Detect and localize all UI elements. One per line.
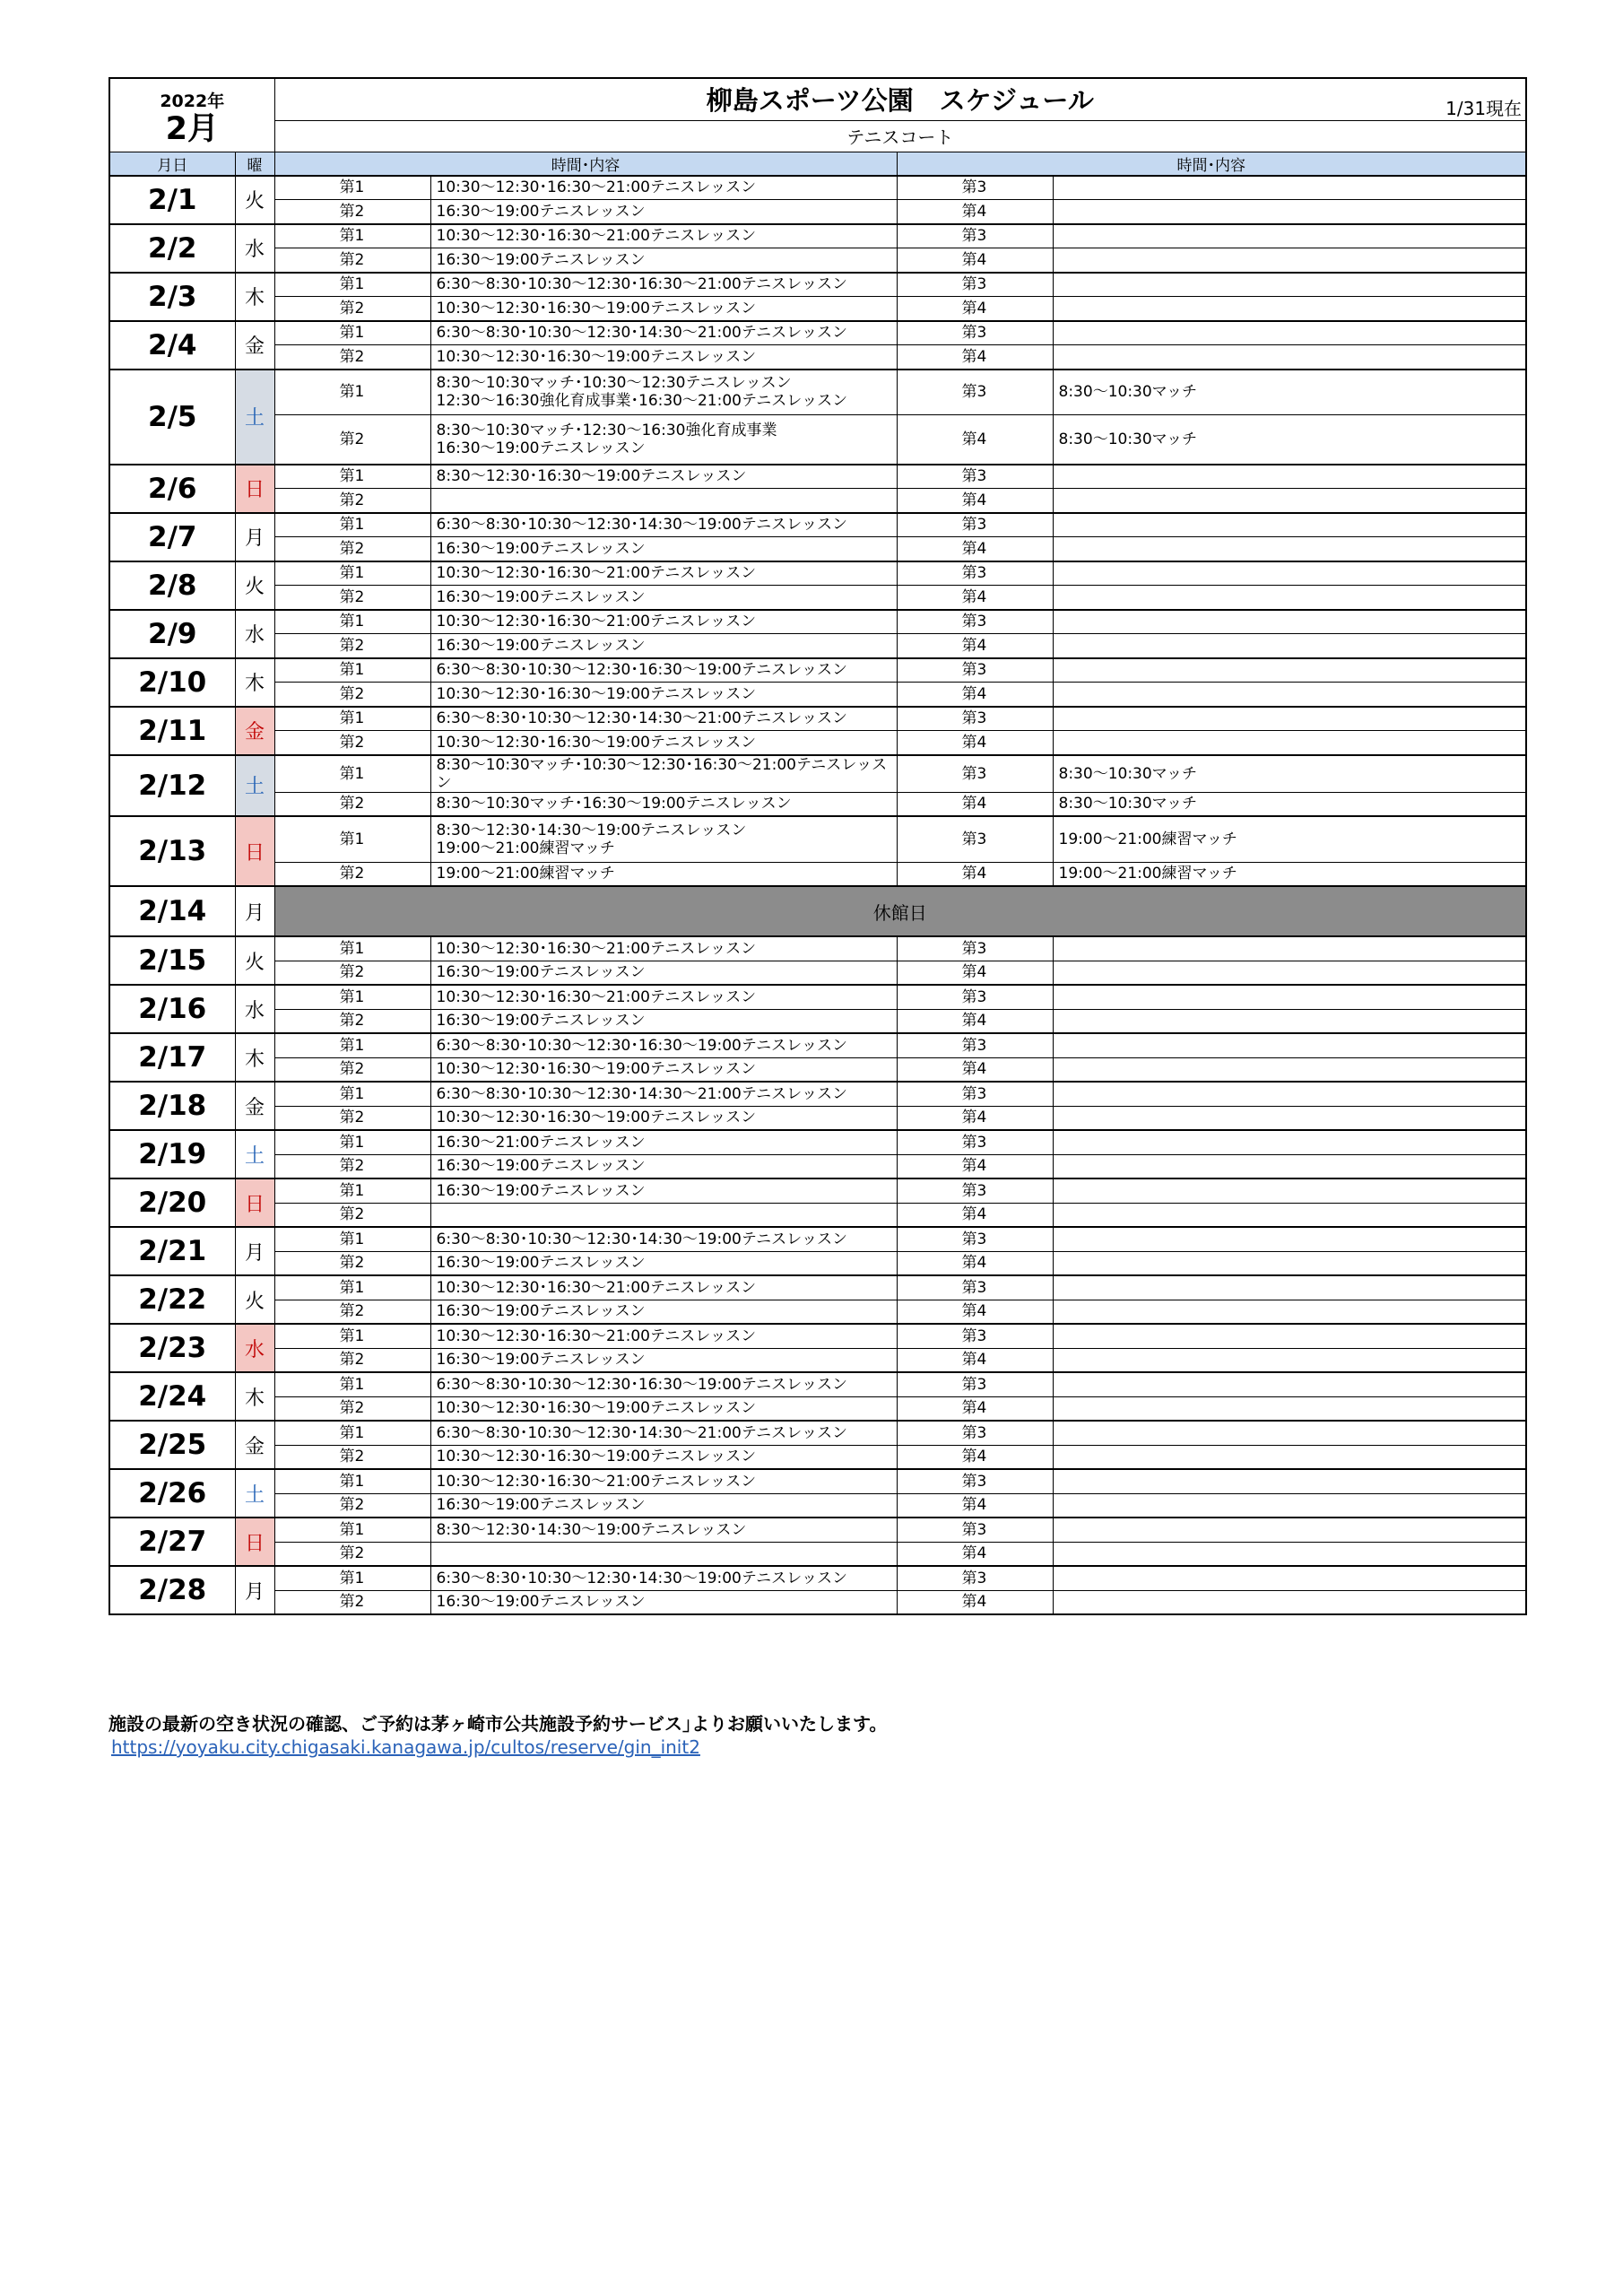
court-1-content: 10:30～12:30･16:30～21:00テニスレッスン xyxy=(430,176,897,200)
court-label: 第2 xyxy=(274,345,430,370)
court-3-content xyxy=(1053,1082,1526,1106)
court-label: 第1 xyxy=(274,985,430,1009)
court-2-content: 16:30～19:00テニスレッスン xyxy=(430,1493,897,1518)
date-cell: 2/6 xyxy=(109,465,235,513)
court-3-content xyxy=(1053,1421,1526,1445)
court-3-content xyxy=(1053,273,1526,297)
dow-cell: 水 xyxy=(235,224,274,273)
court-label: 第3 xyxy=(897,707,1053,731)
date-cell: 2/4 xyxy=(109,321,235,370)
schedule-table xyxy=(108,77,1527,1615)
court-2-content: 10:30～12:30･16:30～19:00テニスレッスン xyxy=(430,345,897,370)
court-label: 第1 xyxy=(274,321,430,345)
court-2-content: 16:30～19:00テニスレッスン xyxy=(430,961,897,985)
court-label: 第1 xyxy=(274,1130,430,1154)
court-label: 第1 xyxy=(274,1275,430,1300)
court-4-content xyxy=(1053,1009,1526,1033)
court-label: 第3 xyxy=(897,755,1053,793)
court-label: 第1 xyxy=(274,1227,430,1251)
court-3-content xyxy=(1053,561,1526,586)
court-label: 第4 xyxy=(897,489,1053,513)
court-3-content xyxy=(1053,465,1526,489)
court-label: 第3 xyxy=(897,1033,1053,1057)
court-label: 第2 xyxy=(274,792,430,816)
court-label: 第2 xyxy=(274,297,430,321)
court-3-content xyxy=(1053,1469,1526,1493)
court-label: 第2 xyxy=(274,961,430,985)
dow-cell: 月 xyxy=(235,886,274,936)
court-label: 第1 xyxy=(274,370,430,415)
date-cell: 2/25 xyxy=(109,1421,235,1469)
court-label: 第2 xyxy=(274,683,430,707)
court-2-content: 8:30～10:30マッチ･12:30～16:30強化育成事業 16:30～19:00テニスレッスン xyxy=(430,415,897,465)
court-label: 第1 xyxy=(274,1372,430,1396)
court-3-content xyxy=(1053,1518,1526,1542)
court-4-content: 8:30～10:30マッチ xyxy=(1053,415,1526,465)
court-2-content: 19:00～21:00練習マッチ xyxy=(430,862,897,886)
dow-cell: 日 xyxy=(235,1178,274,1227)
court-4-content xyxy=(1053,1106,1526,1130)
court-4-content xyxy=(1053,634,1526,658)
court-label: 第2 xyxy=(274,1057,430,1082)
court-1-content: 8:30～12:30･14:30～19:00テニスレッスン 19:00～21:00練習マッチ xyxy=(430,816,897,862)
court-label: 第3 xyxy=(897,465,1053,489)
schedule-rows xyxy=(109,176,1526,1615)
court-1-content: 16:30～21:00テニスレッスン xyxy=(430,1130,897,1154)
court-label: 第4 xyxy=(897,1057,1053,1082)
court-label: 第4 xyxy=(897,961,1053,985)
court-label: 第3 xyxy=(897,1178,1053,1203)
court-label: 第1 xyxy=(274,224,430,248)
date-cell: 2/12 xyxy=(109,755,235,817)
court-1-content: 6:30～8:30･10:30～12:30･16:30～21:00テニスレッスン xyxy=(430,273,897,297)
reservation-link[interactable]: https://yoyaku.city.chigasaki.kanagawa.jp/cultos/reserve/gin_init2 xyxy=(111,1736,700,1758)
court-3-content: 19:00～21:00練習マッチ xyxy=(1053,816,1526,862)
court-label: 第3 xyxy=(897,610,1053,634)
date-cell: 2/1 xyxy=(109,176,235,224)
court-3-content xyxy=(1053,707,1526,731)
court-label: 第1 xyxy=(274,1033,430,1057)
dow-cell: 土 xyxy=(235,370,274,465)
court-3-content xyxy=(1053,658,1526,683)
court-1-content: 6:30～8:30･10:30～12:30･14:30～19:00テニスレッスン xyxy=(430,1566,897,1590)
court-4-content xyxy=(1053,537,1526,561)
court-label: 第1 xyxy=(274,1469,430,1493)
court-label: 第3 xyxy=(897,1469,1053,1493)
court-label: 第4 xyxy=(897,1542,1053,1566)
year-month-cell xyxy=(109,78,274,152)
court-label: 第1 xyxy=(274,176,430,200)
date-cell: 2/15 xyxy=(109,936,235,985)
court-label: 第3 xyxy=(897,1421,1053,1445)
court-2-content: 16:30～19:00テニスレッスン xyxy=(430,200,897,224)
court-3-content xyxy=(1053,1372,1526,1396)
court-label: 第1 xyxy=(274,1178,430,1203)
court-2-content: 10:30～12:30･16:30～19:00テニスレッスン xyxy=(430,297,897,321)
court-label: 第2 xyxy=(274,586,430,610)
court-label: 第4 xyxy=(897,248,1053,273)
court-4-content xyxy=(1053,1300,1526,1324)
court-3-content xyxy=(1053,1275,1526,1300)
court-1-content: 6:30～8:30･10:30～12:30･14:30～21:00テニスレッスン xyxy=(430,1082,897,1106)
court-label: 第1 xyxy=(274,465,430,489)
court-3-content xyxy=(1053,1033,1526,1057)
dow-cell: 木 xyxy=(235,273,274,321)
court-label: 第4 xyxy=(897,1251,1053,1275)
court-2-content: 10:30～12:30･16:30～19:00テニスレッスン xyxy=(430,1057,897,1082)
court-4-content xyxy=(1053,1445,1526,1469)
court-label: 第2 xyxy=(274,1445,430,1469)
court-label: 第3 xyxy=(897,321,1053,345)
court-label: 第2 xyxy=(274,862,430,886)
facility-label: テニスコート xyxy=(274,120,1526,152)
footer-note: 施設の最新の空き状況の確認、ご予約は茅ヶ崎市公共施設予約サービス｣よりお願いいたします。 xyxy=(108,1713,888,1735)
court-label: 第2 xyxy=(274,200,430,224)
court-label: 第2 xyxy=(274,1300,430,1324)
court-label: 第3 xyxy=(897,1566,1053,1590)
court-4-content xyxy=(1053,1590,1526,1614)
date-cell: 2/10 xyxy=(109,658,235,707)
court-4-content xyxy=(1053,1542,1526,1566)
date-cell: 2/19 xyxy=(109,1130,235,1178)
court-label: 第2 xyxy=(274,248,430,273)
court-1-content: 8:30～12:30･14:30～19:00テニスレッスン xyxy=(430,1518,897,1542)
court-label: 第2 xyxy=(274,1396,430,1421)
court-2-content: 16:30～19:00テニスレッスン xyxy=(430,1300,897,1324)
dow-cell: 日 xyxy=(235,816,274,886)
date-cell: 2/5 xyxy=(109,370,235,465)
court-label: 第4 xyxy=(897,1493,1053,1518)
court-1-content: 6:30～8:30･10:30～12:30･14:30～19:00テニスレッスン xyxy=(430,1227,897,1251)
as-of-date: 1/31現在 xyxy=(1445,97,1523,119)
court-label: 第4 xyxy=(897,586,1053,610)
court-label: 第3 xyxy=(897,1082,1053,1106)
court-2-content: 16:30～19:00テニスレッスン xyxy=(430,1251,897,1275)
court-4-content xyxy=(1053,1154,1526,1178)
court-4-content xyxy=(1053,1251,1526,1275)
court-2-content: 8:30～10:30マッチ･16:30～19:00テニスレッスン xyxy=(430,792,897,816)
court-label: 第4 xyxy=(897,731,1053,755)
page-title: 柳島スポーツ公園 スケジュール xyxy=(706,85,1094,117)
court-2-content: 16:30～19:00テニスレッスン xyxy=(430,1348,897,1372)
court-4-content xyxy=(1053,683,1526,707)
court-1-content: 10:30～12:30･16:30～21:00テニスレッスン xyxy=(430,936,897,961)
court-label: 第4 xyxy=(897,1590,1053,1614)
dow-cell: 土 xyxy=(235,1469,274,1518)
date-cell: 2/20 xyxy=(109,1178,235,1227)
dow-cell: 火 xyxy=(235,1275,274,1324)
date-cell: 2/2 xyxy=(109,224,235,273)
court-2-content: 10:30～12:30･16:30～19:00テニスレッスン xyxy=(430,1106,897,1130)
dow-cell: 金 xyxy=(235,321,274,370)
court-4-content xyxy=(1053,489,1526,513)
court-3-content xyxy=(1053,1324,1526,1348)
dow-cell: 月 xyxy=(235,1566,274,1614)
court-1-content: 10:30～12:30･16:30～21:00テニスレッスン xyxy=(430,610,897,634)
court-1-content: 10:30～12:30･16:30～21:00テニスレッスン xyxy=(430,1469,897,1493)
dow-cell: 金 xyxy=(235,707,274,755)
court-2-content: 16:30～19:00テニスレッスン xyxy=(430,537,897,561)
schedule-sheet xyxy=(108,77,1525,1615)
court-label: 第2 xyxy=(274,1590,430,1614)
court-4-content: 8:30～10:30マッチ xyxy=(1053,792,1526,816)
court-label: 第3 xyxy=(897,224,1053,248)
dow-cell: 木 xyxy=(235,658,274,707)
court-4-content xyxy=(1053,297,1526,321)
court-label: 第1 xyxy=(274,513,430,537)
date-cell: 2/27 xyxy=(109,1518,235,1566)
court-3-content xyxy=(1053,1227,1526,1251)
court-label: 第4 xyxy=(897,1300,1053,1324)
court-1-content: 6:30～8:30･10:30～12:30･16:30～19:00テニスレッスン xyxy=(430,1033,897,1057)
court-label: 第3 xyxy=(897,816,1053,862)
court-label: 第1 xyxy=(274,707,430,731)
court-3-content xyxy=(1053,176,1526,200)
dow-cell: 水 xyxy=(235,610,274,658)
date-cell: 2/24 xyxy=(109,1372,235,1421)
date-cell: 2/22 xyxy=(109,1275,235,1324)
court-3-content xyxy=(1053,224,1526,248)
court-4-content xyxy=(1053,961,1526,985)
court-label: 第1 xyxy=(274,1324,430,1348)
court-2-content: 16:30～19:00テニスレッスン xyxy=(430,248,897,273)
court-2-content: 16:30～19:00テニスレッスン xyxy=(430,1590,897,1614)
date-cell: 2/14 xyxy=(109,886,235,936)
court-3-content xyxy=(1053,985,1526,1009)
court-label: 第4 xyxy=(897,297,1053,321)
date-cell: 2/21 xyxy=(109,1227,235,1275)
court-label: 第3 xyxy=(897,936,1053,961)
court-label: 第3 xyxy=(897,273,1053,297)
dow-cell: 金 xyxy=(235,1082,274,1130)
date-cell: 2/11 xyxy=(109,707,235,755)
dow-cell: 土 xyxy=(235,755,274,817)
court-1-content: 6:30～8:30･10:30～12:30･14:30～21:00テニスレッスン xyxy=(430,321,897,345)
court-label: 第4 xyxy=(897,1106,1053,1130)
court-2-content xyxy=(430,1203,897,1227)
court-label: 第4 xyxy=(897,1203,1053,1227)
court-label: 第2 xyxy=(274,1251,430,1275)
date-cell: 2/23 xyxy=(109,1324,235,1372)
dow-cell: 火 xyxy=(235,936,274,985)
year-label: 2022年 xyxy=(160,91,225,112)
court-4-content xyxy=(1053,200,1526,224)
col-header-content-right: 時間･内容 xyxy=(897,152,1526,176)
court-1-content: 8:30～12:30･16:30～19:00テニスレッスン xyxy=(430,465,897,489)
dow-cell: 火 xyxy=(235,561,274,610)
court-label: 第4 xyxy=(897,1445,1053,1469)
court-4-content xyxy=(1053,1057,1526,1082)
court-label: 第4 xyxy=(897,345,1053,370)
court-2-content: 10:30～12:30･16:30～19:00テニスレッスン xyxy=(430,1396,897,1421)
court-4-content xyxy=(1053,1493,1526,1518)
court-label: 第1 xyxy=(274,1566,430,1590)
court-label: 第4 xyxy=(897,415,1053,465)
court-2-content: 16:30～19:00テニスレッスン xyxy=(430,586,897,610)
dow-cell: 火 xyxy=(235,176,274,224)
court-label: 第3 xyxy=(897,561,1053,586)
court-label: 第2 xyxy=(274,634,430,658)
court-label: 第1 xyxy=(274,755,430,793)
court-label: 第2 xyxy=(274,731,430,755)
court-label: 第4 xyxy=(897,1348,1053,1372)
court-3-content xyxy=(1053,1130,1526,1154)
court-label: 第2 xyxy=(274,415,430,465)
date-cell: 2/26 xyxy=(109,1469,235,1518)
court-3-content xyxy=(1053,610,1526,634)
col-header-date: 月日 xyxy=(109,152,235,176)
court-3-content xyxy=(1053,513,1526,537)
court-1-content: 8:30～10:30マッチ･10:30～12:30テニスレッスン 12:30～16:30強化育成事業･16:30～21:00テニスレッスン xyxy=(430,370,897,415)
court-1-content: 6:30～8:30･10:30～12:30･14:30～19:00テニスレッスン xyxy=(430,513,897,537)
court-2-content: 10:30～12:30･16:30～19:00テニスレッスン xyxy=(430,731,897,755)
court-label: 第3 xyxy=(897,1324,1053,1348)
court-label: 第4 xyxy=(897,537,1053,561)
court-1-content: 6:30～8:30･10:30～12:30･16:30～19:00テニスレッスン xyxy=(430,658,897,683)
court-1-content: 8:30～10:30マッチ･10:30～12:30･16:30～21:00テニスレッスン xyxy=(430,755,897,793)
dow-cell: 水 xyxy=(235,985,274,1033)
court-label: 第3 xyxy=(897,1275,1053,1300)
court-label: 第1 xyxy=(274,1421,430,1445)
court-label: 第3 xyxy=(897,513,1053,537)
court-label: 第1 xyxy=(274,561,430,586)
court-label: 第2 xyxy=(274,1203,430,1227)
court-label: 第1 xyxy=(274,936,430,961)
court-4-content xyxy=(1053,731,1526,755)
date-cell: 2/9 xyxy=(109,610,235,658)
court-label: 第3 xyxy=(897,985,1053,1009)
court-2-content xyxy=(430,489,897,513)
date-cell: 2/13 xyxy=(109,816,235,886)
dow-cell: 土 xyxy=(235,1130,274,1178)
court-2-content xyxy=(430,1542,897,1566)
closed-day-label: 休館日 xyxy=(274,886,1526,936)
court-label: 第3 xyxy=(897,658,1053,683)
court-label: 第2 xyxy=(274,1106,430,1130)
dow-cell: 月 xyxy=(235,1227,274,1275)
dow-cell: 水 xyxy=(235,1324,274,1372)
dow-cell: 木 xyxy=(235,1372,274,1421)
court-3-content xyxy=(1053,1566,1526,1590)
court-1-content: 6:30～8:30･10:30～12:30･16:30～19:00テニスレッスン xyxy=(430,1372,897,1396)
court-3-content: 8:30～10:30マッチ xyxy=(1053,755,1526,793)
court-label: 第2 xyxy=(274,1009,430,1033)
dow-cell: 日 xyxy=(235,1518,274,1566)
court-label: 第3 xyxy=(897,176,1053,200)
date-cell: 2/8 xyxy=(109,561,235,610)
court-2-content: 10:30～12:30･16:30～19:00テニスレッスン xyxy=(430,1445,897,1469)
court-1-content: 10:30～12:30･16:30～21:00テニスレッスン xyxy=(430,1275,897,1300)
court-label: 第1 xyxy=(274,1518,430,1542)
court-label: 第4 xyxy=(897,634,1053,658)
court-label: 第4 xyxy=(897,792,1053,816)
court-label: 第4 xyxy=(897,200,1053,224)
court-4-content xyxy=(1053,1203,1526,1227)
court-4-content: 19:00～21:00練習マッチ xyxy=(1053,862,1526,886)
dow-cell: 木 xyxy=(235,1033,274,1082)
court-label: 第3 xyxy=(897,370,1053,415)
court-label: 第4 xyxy=(897,1009,1053,1033)
court-3-content xyxy=(1053,936,1526,961)
court-label: 第1 xyxy=(274,273,430,297)
court-label: 第3 xyxy=(897,1372,1053,1396)
date-cell: 2/7 xyxy=(109,513,235,561)
court-4-content xyxy=(1053,345,1526,370)
date-cell: 2/17 xyxy=(109,1033,235,1082)
court-label: 第3 xyxy=(897,1130,1053,1154)
court-label: 第2 xyxy=(274,1348,430,1372)
court-4-content xyxy=(1053,586,1526,610)
court-2-content: 16:30～19:00テニスレッスン xyxy=(430,1154,897,1178)
court-label: 第2 xyxy=(274,1154,430,1178)
court-label: 第4 xyxy=(897,683,1053,707)
date-cell: 2/28 xyxy=(109,1566,235,1614)
court-1-content: 10:30～12:30･16:30～21:00テニスレッスン xyxy=(430,561,897,586)
court-4-content xyxy=(1053,248,1526,273)
court-label: 第3 xyxy=(897,1518,1053,1542)
title-cell xyxy=(274,78,1526,120)
court-1-content: 6:30～8:30･10:30～12:30･14:30～21:00テニスレッスン xyxy=(430,707,897,731)
col-header-content-left: 時間･内容 xyxy=(274,152,897,176)
court-2-content: 16:30～19:00テニスレッスン xyxy=(430,1009,897,1033)
court-4-content xyxy=(1053,1348,1526,1372)
court-1-content: 6:30～8:30･10:30～12:30･14:30～21:00テニスレッスン xyxy=(430,1421,897,1445)
court-label: 第1 xyxy=(274,658,430,683)
court-3-content xyxy=(1053,321,1526,345)
court-1-content: 10:30～12:30･16:30～21:00テニスレッスン xyxy=(430,1324,897,1348)
court-label: 第1 xyxy=(274,610,430,634)
court-label: 第2 xyxy=(274,537,430,561)
court-label: 第4 xyxy=(897,862,1053,886)
dow-cell: 月 xyxy=(235,513,274,561)
col-header-dow: 曜 xyxy=(235,152,274,176)
dow-cell: 金 xyxy=(235,1421,274,1469)
court-2-content: 16:30～19:00テニスレッスン xyxy=(430,634,897,658)
court-label: 第2 xyxy=(274,489,430,513)
court-label: 第2 xyxy=(274,1493,430,1518)
date-cell: 2/18 xyxy=(109,1082,235,1130)
date-cell: 2/3 xyxy=(109,273,235,321)
court-3-content: 8:30～10:30マッチ xyxy=(1053,370,1526,415)
court-2-content: 10:30～12:30･16:30～19:00テニスレッスン xyxy=(430,683,897,707)
court-label: 第1 xyxy=(274,816,430,862)
court-1-content: 16:30～19:00テニスレッスン xyxy=(430,1178,897,1203)
court-1-content: 10:30～12:30･16:30～21:00テニスレッスン xyxy=(430,985,897,1009)
court-4-content xyxy=(1053,1396,1526,1421)
court-label: 第3 xyxy=(897,1227,1053,1251)
court-label: 第2 xyxy=(274,1542,430,1566)
court-3-content xyxy=(1053,1178,1526,1203)
court-label: 第1 xyxy=(274,1082,430,1106)
court-label: 第4 xyxy=(897,1396,1053,1421)
court-label: 第4 xyxy=(897,1154,1053,1178)
date-cell: 2/16 xyxy=(109,985,235,1033)
court-1-content: 10:30～12:30･16:30～21:00テニスレッスン xyxy=(430,224,897,248)
dow-cell: 日 xyxy=(235,465,274,513)
month-label: 2月 xyxy=(165,111,219,148)
